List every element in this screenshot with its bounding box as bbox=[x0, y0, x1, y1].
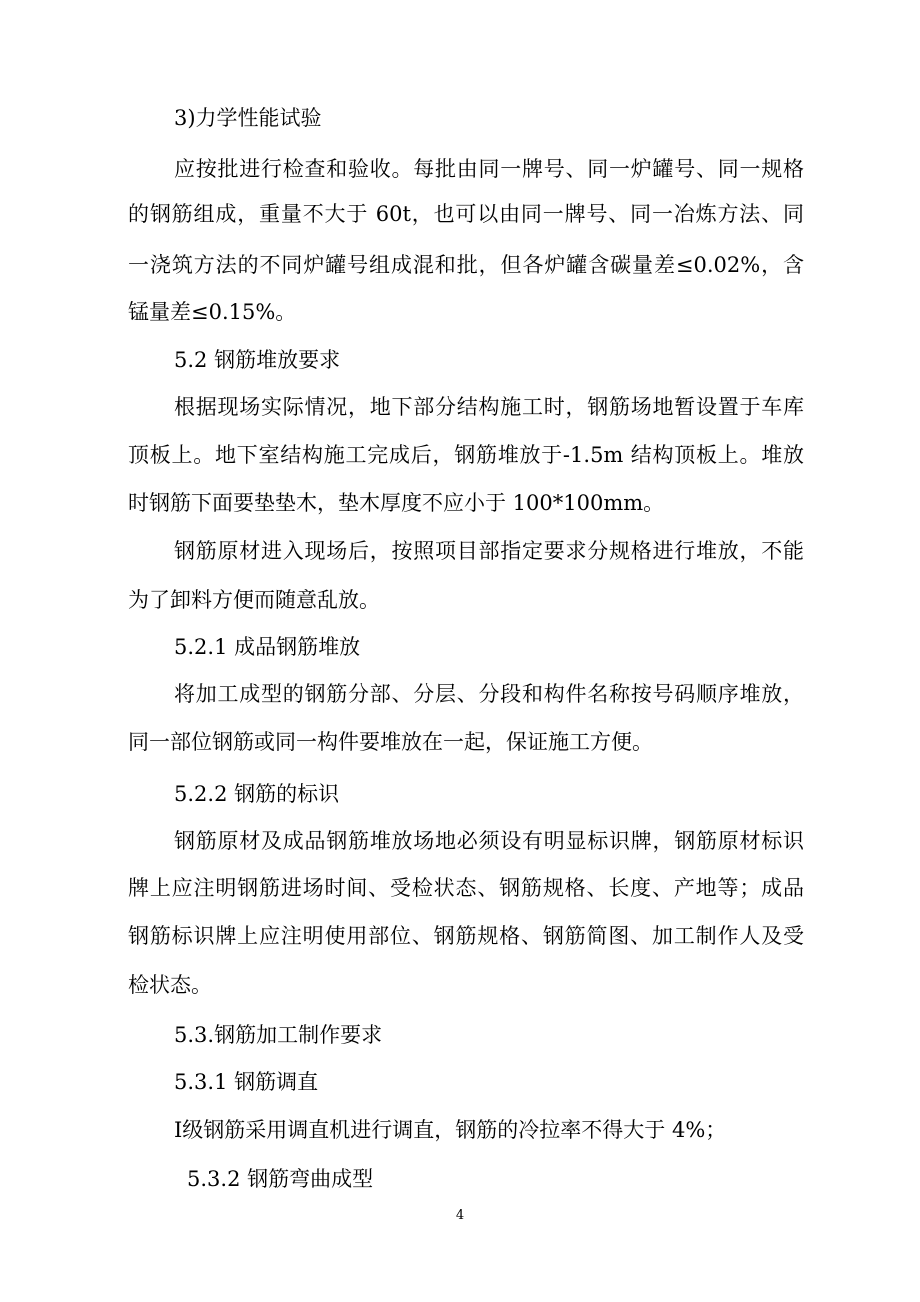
paragraph-line: 钢筋标识牌上应注明使用部位、钢筋规格、钢筋简图、加工制作人及受 bbox=[128, 924, 804, 948]
paragraph-line: 为了卸料方便而随意乱放。 bbox=[128, 588, 380, 612]
heading-5-2: 5.2 钢筋堆放要求 bbox=[174, 348, 341, 372]
paragraph-line: 牌上应注明钢筋进场时间、受检状态、钢筋规格、长度、产地等；成品 bbox=[128, 876, 804, 900]
paragraph-line: 钢筋原材进入现场后，按照项目部指定要求分规格进行堆放，不能 bbox=[174, 539, 804, 563]
heading-mechanical-test: 3)力学性能试验 bbox=[174, 106, 322, 130]
paragraph-line: 同一部位钢筋或同一构件要堆放在一起，保证施工方便。 bbox=[128, 730, 653, 754]
heading-5-2-1: 5.2.1 成品钢筋堆放 bbox=[174, 635, 361, 659]
paragraph-line: 时钢筋下面要垫垫木，垫木厚度不应小于 100*100mm。 bbox=[128, 491, 665, 515]
paragraph-line: 钢筋原材及成品钢筋堆放场地必须设有明显标识牌，钢筋原材标识 bbox=[174, 829, 804, 853]
paragraph-line: 应按批进行检查和验收。每批由同一牌号、同一炉罐号、同一规格 bbox=[174, 157, 804, 181]
page-number: 4 bbox=[455, 1208, 465, 1223]
heading-5-3-2: 5.3.2 钢筋弯曲成型 bbox=[187, 1167, 374, 1191]
paragraph-line: Ⅰ级钢筋采用调直机进行调直，钢筋的冷拉率不得大于 4%； bbox=[174, 1118, 727, 1142]
paragraph-line: 根据现场实际情况，地下部分结构施工时，钢筋场地暂设置于车库 bbox=[174, 395, 804, 419]
paragraph-line: 检状态。 bbox=[128, 973, 212, 997]
paragraph-line: 一浇筑方法的不同炉罐号组成混和批，但各炉罐含碳量差≤0.02%，含 bbox=[128, 253, 804, 277]
paragraph-line: 顶板上。地下室结构施工完成后，钢筋堆放于-1.5m 结构顶板上。堆放 bbox=[128, 443, 804, 467]
paragraph-line: 的钢筋组成，重量不大于 60t，也可以由同一牌号、同一冶炼方法、同 bbox=[128, 202, 804, 226]
paragraph-line: 将加工成型的钢筋分部、分层、分段和构件名称按号码顺序堆放， bbox=[174, 682, 804, 706]
heading-5-3-1: 5.3.1 钢筋调直 bbox=[174, 1070, 319, 1094]
heading-5-3: 5.3.钢筋加工制作要求 bbox=[174, 1023, 383, 1047]
heading-5-2-2: 5.2.2 钢筋的标识 bbox=[174, 782, 340, 806]
paragraph-line: 锰量差≤0.15%。 bbox=[128, 300, 297, 324]
